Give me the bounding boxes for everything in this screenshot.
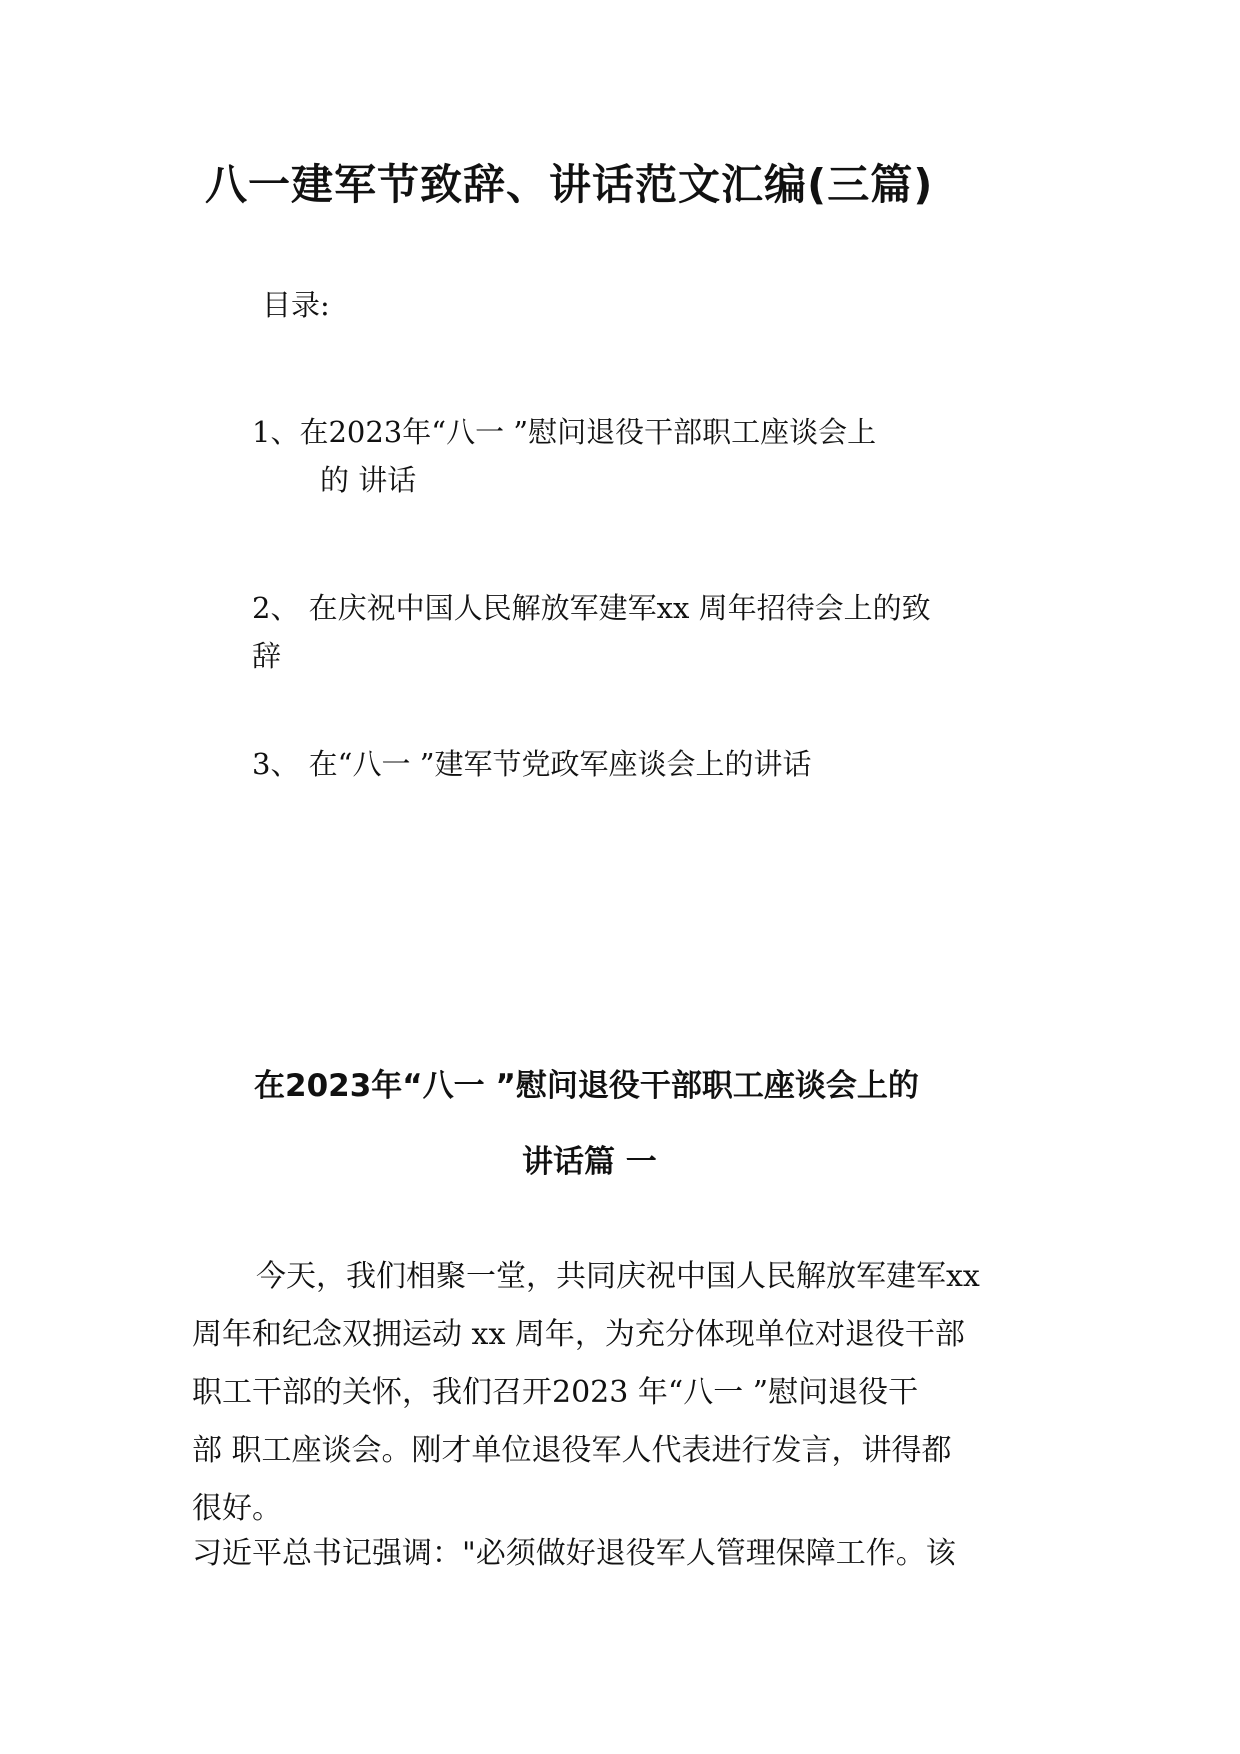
body-text-line: 今天，我们相聚一堂，共同庆祝中国人民解放军建军xx bbox=[256, 1259, 980, 1294]
toc-item-text: 1、在2023年“八一 ”慰问退役干部职工座谈会上 bbox=[252, 415, 877, 449]
body-text-line: 很好。 bbox=[192, 1491, 282, 1526]
toc-item-text: 2、 在庆祝中国人民解放军建军xx 周年招待会上的致 bbox=[252, 591, 931, 625]
toc-item bbox=[252, 740, 812, 788]
body-text-line: 习近平总书记强调："必须做好退役军人管理保障工作。该 bbox=[192, 1536, 956, 1571]
section-title: 在2023年“八一 ”慰问退役干部职工座谈会上的 bbox=[254, 1068, 919, 1104]
body-text-line: 部 职工座谈会。刚才单位退役军人代表进行发言，讲得都 bbox=[192, 1433, 952, 1468]
body-text-line: 周年和纪念双拥运动 xx 周年，为充分体现单位对退役干部 bbox=[192, 1317, 965, 1352]
toc-item-text: 3、 在“八一 ”建军节党政军座谈会上的讲话 bbox=[252, 747, 812, 781]
toc-heading: 目录: bbox=[262, 288, 330, 322]
toc-item-text-continued: 的 讲话 bbox=[320, 463, 417, 497]
toc-item-text-continued: 辞 bbox=[252, 639, 282, 673]
body-text-line: 职工干部的关怀，我们召开2023 年“八一 ”慰问退役干 bbox=[192, 1375, 919, 1410]
toc-item bbox=[252, 408, 876, 504]
document-title: 八一建军节致辞、讲话范文汇编(三篇) bbox=[205, 160, 934, 209]
toc-item bbox=[252, 584, 931, 680]
section-title-continued: 讲话篇 一 bbox=[522, 1144, 657, 1180]
